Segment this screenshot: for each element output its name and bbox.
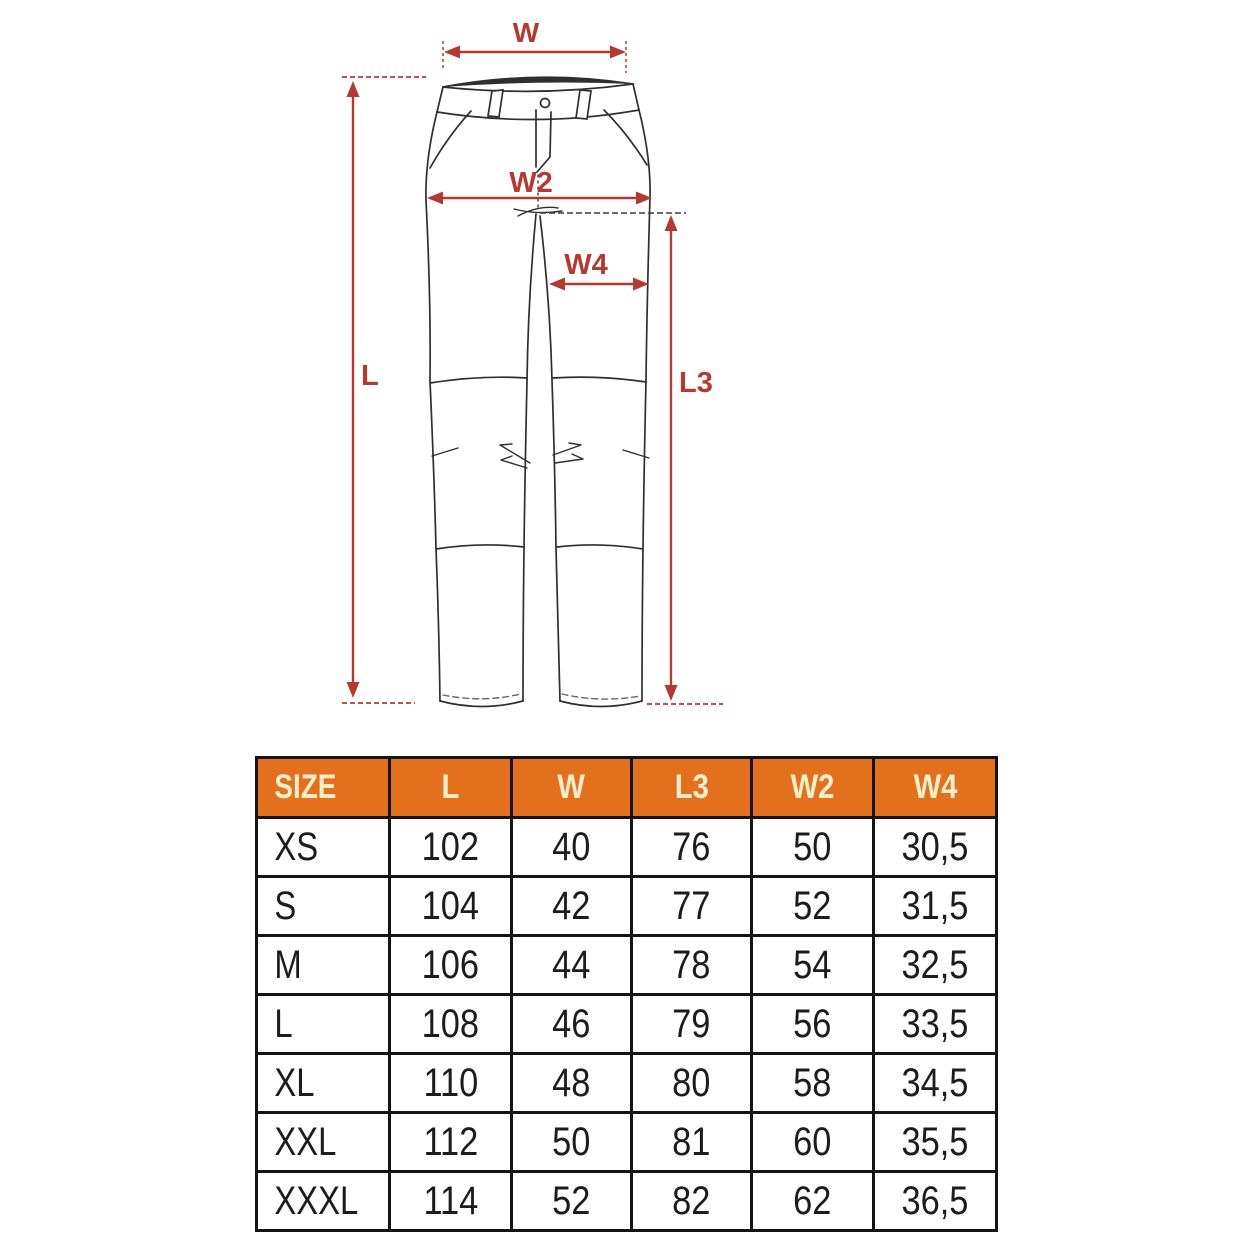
- size-table: [255, 756, 998, 1232]
- shin-line-left: [436, 545, 524, 549]
- cell-l3: 81: [632, 1113, 752, 1172]
- knee-line-right: [553, 377, 646, 382]
- dimension-w-label: W: [512, 17, 540, 48]
- cell-l: 110: [390, 1054, 512, 1113]
- cell-l: 104: [390, 877, 512, 936]
- cell-w4: 34,5: [874, 1054, 997, 1113]
- cell-w4: 31,5: [874, 877, 997, 936]
- table-row-xl: [257, 1054, 997, 1113]
- cell-w2: 58: [752, 1054, 874, 1113]
- cell-l3: 76: [632, 818, 752, 877]
- hem-stitch-right: [562, 694, 640, 699]
- dimension-l: [342, 77, 426, 703]
- cell-w2: 62: [752, 1172, 874, 1231]
- header-cell-size: SIZE: [257, 758, 390, 818]
- inner-seam-left: [523, 214, 536, 701]
- knee-darts: [432, 443, 649, 468]
- pocket-left: [430, 111, 471, 168]
- shin-line-right: [557, 545, 643, 549]
- cell-w: 42: [512, 877, 632, 936]
- cell-w: 44: [512, 936, 632, 995]
- size-table-body: [257, 818, 997, 1231]
- cell-size: XS: [257, 818, 390, 877]
- belt-loop-right: [576, 90, 591, 119]
- cell-l3: 80: [632, 1054, 752, 1113]
- cell-l: 114: [390, 1172, 512, 1231]
- table-row-xxxl: [257, 1172, 997, 1231]
- hem-stitch-left: [443, 694, 521, 699]
- cell-w: 48: [512, 1054, 632, 1113]
- dimension-l-label: L: [361, 360, 379, 392]
- cell-w: 40: [512, 818, 632, 877]
- table-row-l: [257, 995, 997, 1054]
- button: [541, 99, 550, 108]
- header-cell-w2: W2: [752, 758, 874, 818]
- knee-line-left: [430, 377, 527, 383]
- cell-size: S: [257, 877, 390, 936]
- hem-right: [560, 701, 642, 707]
- size-table-header: [257, 758, 997, 818]
- cell-w2: 56: [752, 995, 874, 1054]
- cell-l3: 78: [632, 936, 752, 995]
- table-row-xxl: [257, 1113, 997, 1172]
- cell-w: 52: [512, 1172, 632, 1231]
- cell-w: 50: [512, 1113, 632, 1172]
- cell-size: L: [257, 995, 390, 1054]
- cell-l: 108: [390, 995, 512, 1054]
- dimension-w4-label: W4: [564, 249, 608, 281]
- cell-l3: 82: [632, 1172, 752, 1231]
- cell-w2: 54: [752, 936, 874, 995]
- dimension-w2-label: W2: [509, 167, 553, 199]
- cell-size: XL: [257, 1054, 390, 1113]
- cell-w2: 60: [752, 1113, 874, 1172]
- cell-size: M: [257, 936, 390, 995]
- cell-l: 102: [390, 818, 512, 877]
- header-cell-w4: W4: [874, 758, 997, 818]
- dimension-l3-label: L3: [679, 367, 713, 399]
- cell-l3: 79: [632, 995, 752, 1054]
- cell-size: XXXL: [257, 1172, 390, 1231]
- table-row-m: [257, 936, 997, 995]
- header-cell-l: L: [390, 758, 512, 818]
- cell-w4: 36,5: [874, 1172, 997, 1231]
- crotch-marks: [514, 207, 562, 216]
- header-row: [257, 758, 997, 818]
- belt-loop-left: [488, 90, 503, 117]
- cell-w4: 30,5: [874, 818, 997, 877]
- cell-w: 46: [512, 995, 632, 1054]
- inner-seam-right: [540, 216, 560, 701]
- cell-w4: 32,5: [874, 936, 997, 995]
- header-cell-l3: L3: [632, 758, 752, 818]
- table-row-s: [257, 877, 997, 936]
- cell-w4: 33,5: [874, 995, 997, 1054]
- cell-l: 112: [390, 1113, 512, 1172]
- cell-w4: 35,5: [874, 1113, 997, 1172]
- cell-size: XXL: [257, 1113, 390, 1172]
- cell-l3: 77: [632, 877, 752, 936]
- table-row-xs: [257, 818, 997, 877]
- header-cell-w: W: [512, 758, 632, 818]
- cell-w2: 52: [752, 877, 874, 936]
- cell-l: 106: [390, 936, 512, 995]
- hem-left: [440, 701, 523, 707]
- cell-w2: 50: [752, 818, 874, 877]
- dimension-l3: [647, 215, 723, 704]
